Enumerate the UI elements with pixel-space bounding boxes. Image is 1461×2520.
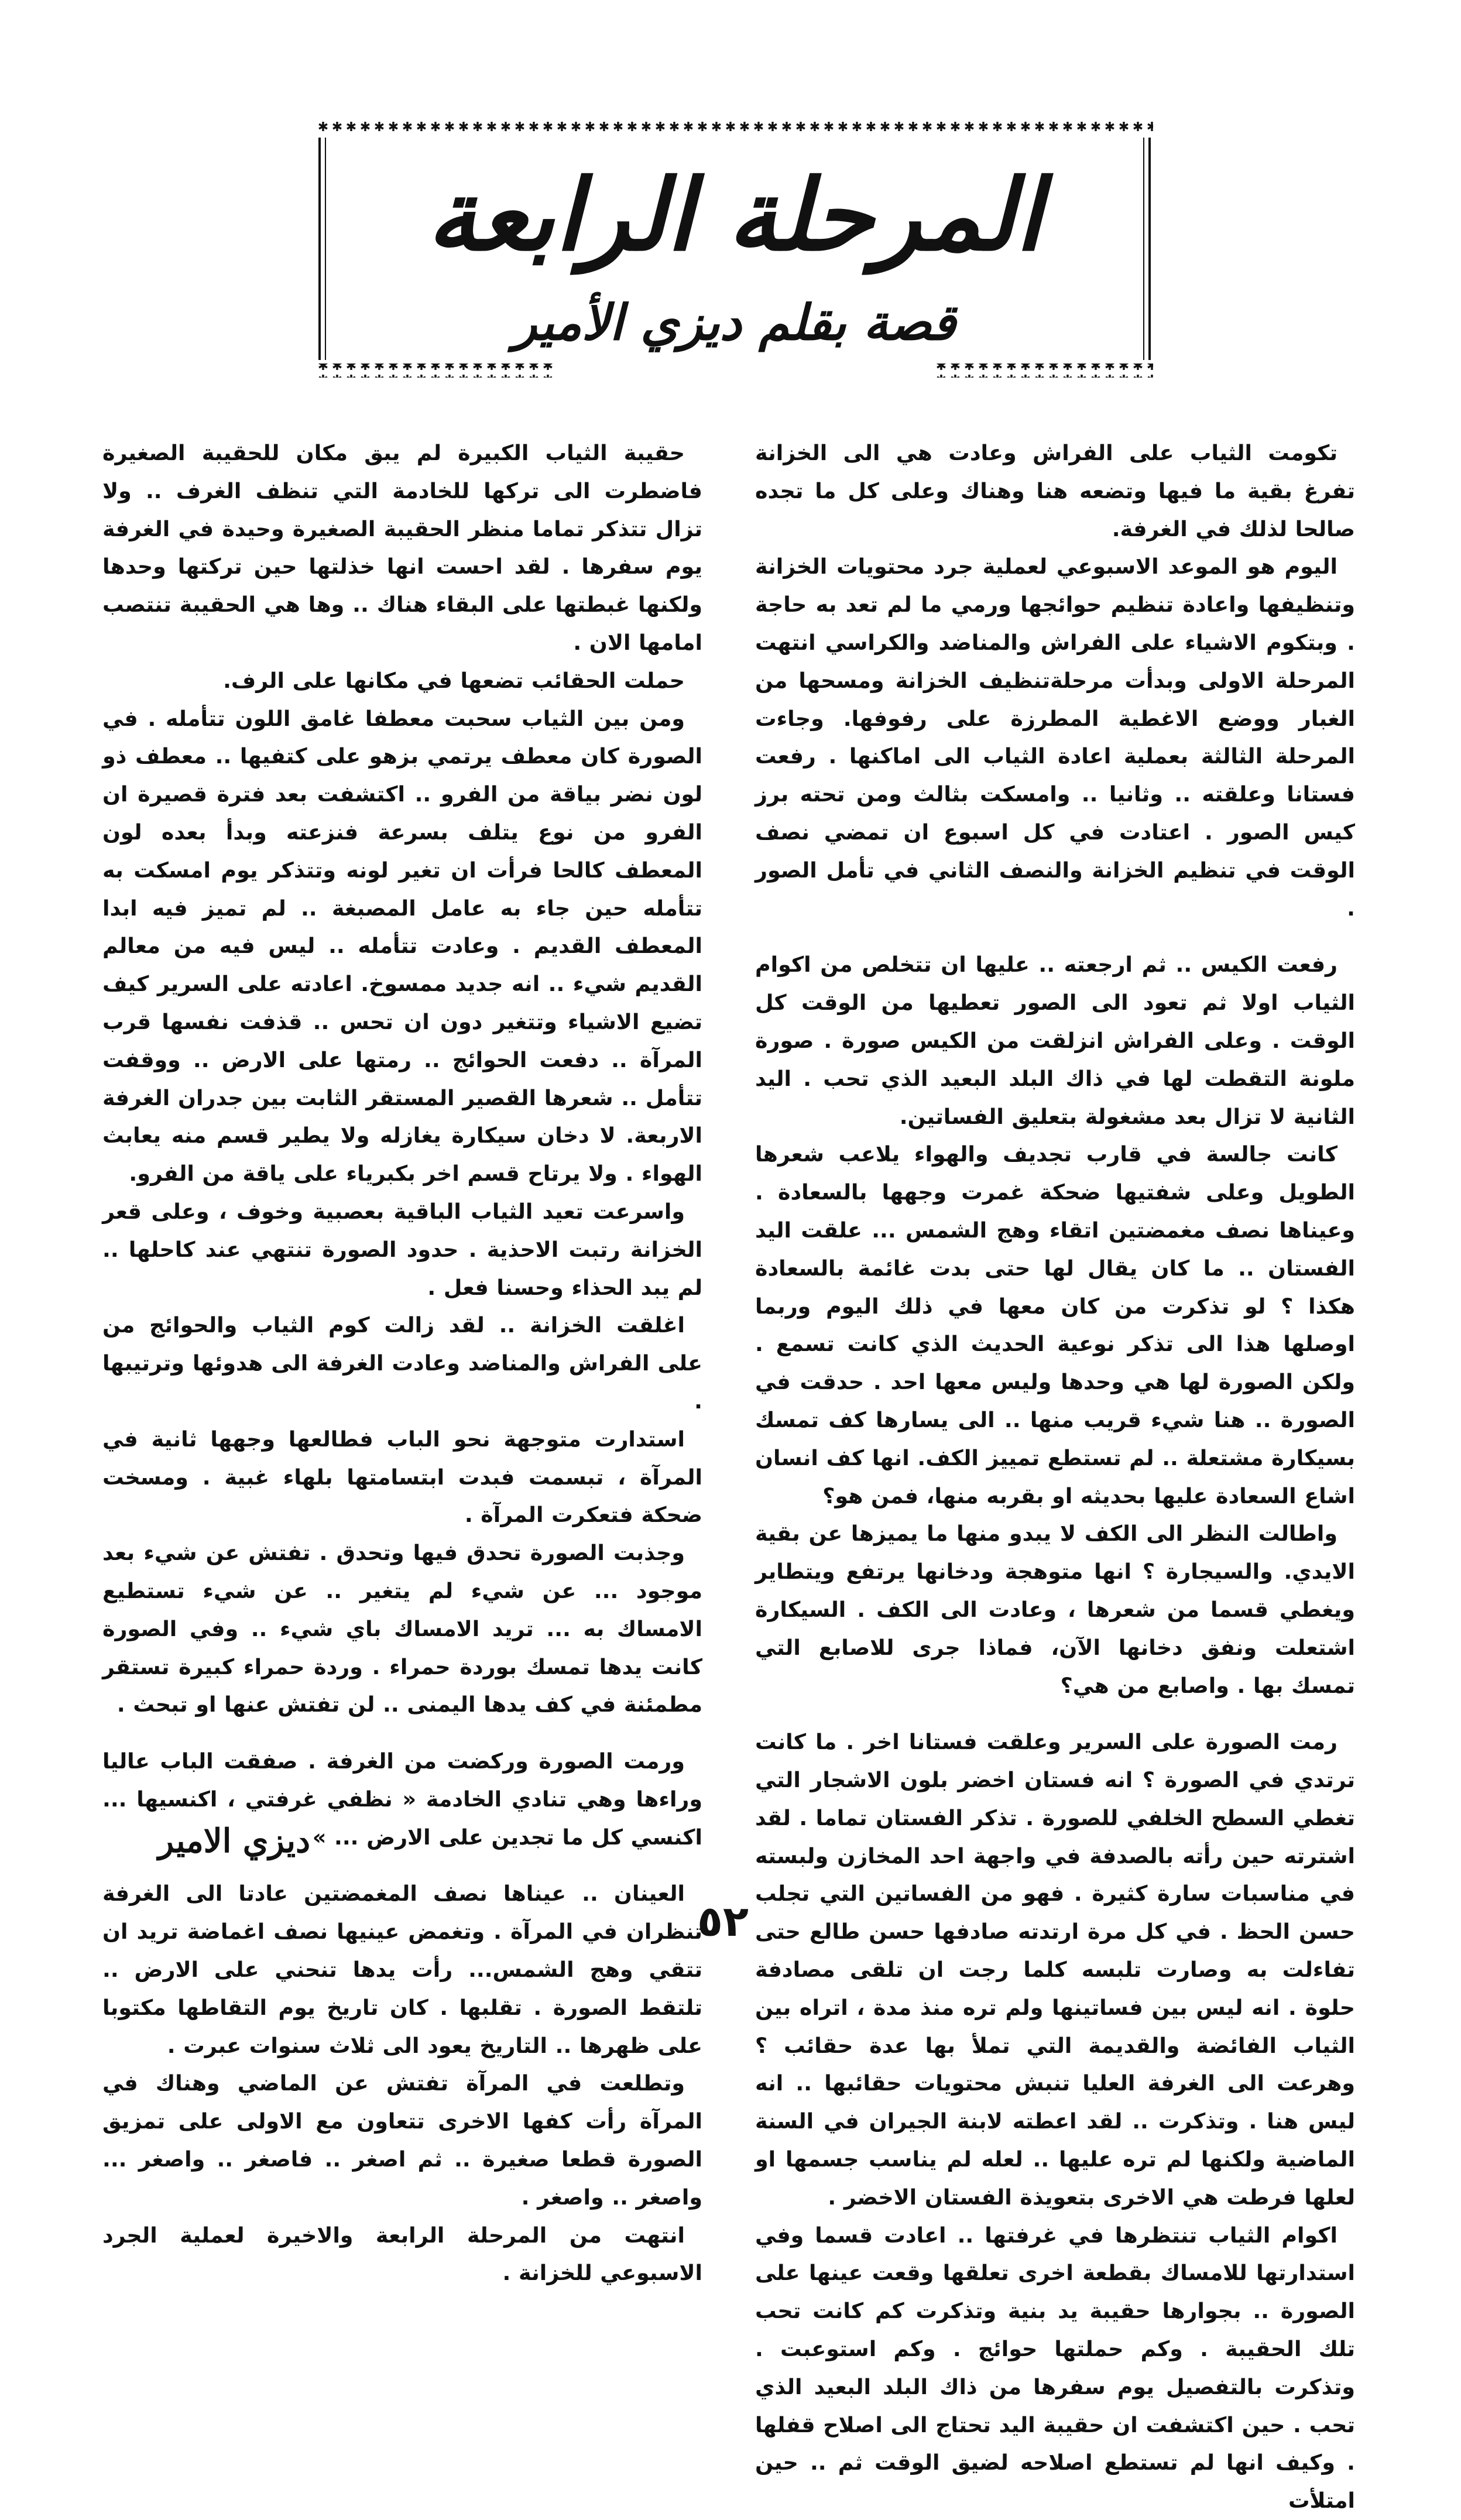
author-signature: ديزي الامير <box>157 1822 311 1860</box>
paragraph: العينان .. عيناها نصف المغمضتين عادتا الى الغرفة تنظران في المرآة . وتغمض عينيها نصف اغماضة تريد ان تتقي وهج الشمس... رأت يدها تنحني على الارض .. تلتقط الصورة . تقلبها . كان تاريخ يوم التقاطها مكتوبا على ظهرها .. التاريخ يعود الى ثلاث سنوات عبرت . <box>102 1881 702 2058</box>
paragraph: اليوم هو الموعد الاسبوعي لعملية جرد محتويات الخزانة وتنظيفها واعادة تنظيم حوائجها ورمي ما لم تعد به حاجة . وبتكوم الاشياء على الفراش والمناضد والكراسي انتهت المرحلة الاولى وبدأت مرحلةتنظيف الخزانة ومسحها من الغبار ووضع الاغطية المطرزة على رفوفها. وجاءت المرحلة الثالثة بعملية اعادة الثياب الى اماكنها . رفعت فستانا وعلقته .. وثانيا .. وامسكت بثالث ومن تحته برز كيس الصور . اعتادت في كل اسبوع ان تمضي نصف الوقت في تنظيم الخزانة والنصف الثاني في تأمل الصور . <box>755 554 1355 921</box>
text-column-left <box>102 434 702 2286</box>
paragraph: حقيبة الثياب الكبيرة لم يبق مكان للحقيبة الصغيرة فاضطرت الى تركها للخادمة التي تنظف الغرف .. ولا تزال تتذكر تماما منظر الحقيبة الصغيرة وحيدة في الغرفة يوم سفرها . لقد احست انها خذلتها حين تركتها وحدها ولكنها غبطتها على البقاء هناك .. وها هي الحقيبة تنتصب امامها الان . <box>102 440 702 655</box>
paragraph: واطالت النظر الى الكف لا يبدو منها ما يميزها عن بقية الايدي. والسيجارة ؟ انها متوهجة ودخانها يرتفع ويتطاير ويغطي قسما من شعرها ، وعادت الى الكف . السيكارة اشتعلت ونفق دخانها الآن، فماذا جرى للاصابع التي تمسك بها . واصابع من هي؟ <box>755 1521 1355 1698</box>
page-number: ٥٢ <box>697 1897 749 1946</box>
paragraph: اكوام الثياب تنتظرها في غرفتها .. اعادت قسما وفي استدارتها للامساك بقطعة اخرى تعلقها وقعت عينها على الصورة .. بجوارها حقيبة يد بنية وتذكرت كم كانت تحب تلك الحقيبة . وكم حملتها حوائج . وكم استوعبت . وتذكرت بالتفصيل يوم سفرها من ذاك البلد البعيد الذي تحب . حين اكتشفت ان حقيبة اليد تحتاج الى اصلاح قفلها . وكيف انها لم تستطع اصلاحه لضيق الوقت ثم .. حين امتلأت <box>755 2222 1355 2514</box>
paragraph: وجذبت الصورة تحدق فيها وتحدق . تفتش عن شيء بعد موجود ... عن شيء لم يتغير .. عن شيء تستطيع الامساك به ... تريد الامساك باي شيء .. وفي الصورة كانت يدها تمسك بوردة حمراء . وردة حمراء كبيرة تستقر مطمئنة في كف يدها اليمنى .. لن تفتش عنها او تبحث . <box>102 1540 702 1717</box>
paragraph: حملت الحقائب تضعها في مكانها على الرف. <box>223 667 685 693</box>
story-title: المرحلة الرابعة <box>427 157 1042 273</box>
paragraph: انتهت من المرحلة الرابعة والاخيرة لعملية الجرد الاسبوعي للخزانة . <box>102 2222 702 2286</box>
paragraph: تكومت الثياب على الفراش وعادت هي الى الخزانة تفرغ بقية ما فيها وتضعه هنا وهناك وعلى كل ما تجده صالحا لذلك في الغرفة. <box>755 440 1355 541</box>
paragraph: رفعت الكيس .. ثم ارجعته .. عليها ان تتخلص من اكوام الثياب اولا ثم تعود الى الصور تعطيها من الوقت كل الوقت . وعلى الفراش انزلقت من الكيس صورة . صورة ملونة التقطت لها في ذاك البلد البعيد الذي تحب . اليد الثانية لا تزال بعد مشغولة بتعليق الفساتين. <box>755 952 1355 1129</box>
paragraph: وتطلعت في المرآة تفتش عن الماضي وهناك في المرآة رأت كفها الاخرى تتعاون مع الاولى على تمزيق الصورة قطعا صغيرة .. ثم اصغر .. فاصغر .. واصغر ... واصغر .. واصغر . <box>102 2070 702 2210</box>
paragraph: كانت جالسة في قارب تجديف والهواء يلاعب شعرها الطويل وعلى شفتيها ضحكة غمرت وجهها بالسعادة . وعيناها نصف مغمضتين اتقاء وهج الشمس ... علقت اليد الفستان .. ما كان يقال لها حتى بدت غائمة بالسعادة هكذا ؟ لو تذكرت من كان معها في ذلك اليوم وربما اوصلها هذا الى تذكر نوعية الحديث الذي كانت تسمع . ولكن الصورة لها هي وحدها وليس معها احد . حدقت في الصورة .. هنا شيء قريب منها .. الى يسارها كف تمسك بسيكارة مشتعلة .. لم تستطع تمييز الكف. انها كف انسان اشاع السعادة عليها بحديثه او بقربه منها، فمن هو؟ <box>755 1141 1355 1508</box>
title-frame <box>316 120 1153 378</box>
border-bottom-right <box>932 364 1153 378</box>
border-top <box>316 120 1153 134</box>
paragraph: رمت الصورة على السرير وعلقت فستانا اخر . ما كانت ترتدي في الصورة ؟ انه فستان اخضر بلون الاشجار التي تغطي السطح الخلفي للصورة . تذكر الفستان تماما . لقد اشترته حين رأته بالصدفة في واجهة احد المخازن ولبسته في مناسبات سارة كثيرة . فهو من الفساتين التي تجلب حسن الحظ . في كل مرة ارتدته صادفها حسن طالع حتى تفاءلت به وصارت تلبسه كلما رجت ان تلقى مصادفة حلوة . انه ليس بين فساتينها ولم تره منذ مدة ، اتراه بين الثياب الفائضة والقديمة التي تملأ بها عدة حقائب ؟ وهرعت الى الغرفة العليا تنبش محتويات حقائبها .. انه ليس هنا . وتذكرت .. لقد اعطته لابنة الجيران في السنة الماضية ولكنها لم تره عليها .. لعله لم يناسب جسمها او لعلها فرطت هي الاخرى بتعويذة الفستان الاخضر . <box>755 1729 1355 2210</box>
paragraph: واسرعت تعيد الثياب الباقية بعصبية وخوف ، وعلى قعر الخزانة رتبت الاحذية . حدود الصورة تنتهي عند كاحلها .. لم يبد الحذاء وحسنا فعل . <box>102 1198 702 1300</box>
paragraph: ومن بين الثياب سحبت معطفا غامق اللون تتأمله . في الصورة كان معطف يرتمي بزهو على كتفيها .. معطف ذو لون نضر بياقة من الفرو .. اكتشفت بعد فترة قصيرة ان الفرو من نوع يتلف بسرعة فنزعته وبدأ بعده لون المعطف كالحا فرأت ان تغير لونه وتتذكر يوم امسكت به تتأمله حين جاء به عامل المصبغة .. لم تميز فيه ابدا المعطف القديم . وعادت تتأمله .. ليس فيه من معالم القديم شيء .. انه جديد ممسوخ. اعادته على السرير كيف تضيع الاشياء وتتغير دون ان تحس .. قذفت نفسها قرب المرآة .. دفعت الحوائج .. رمتها على الارض .. ووقفت تتأمل .. شعرها القصير المستقر الثابت بين جدران الغرفة الاربعة. لا دخان سيكارة يغازله ولا يطير قسم منه يعابث الهواء . ولا يرتاح قسم اخر بكبرياء على ياقة من الفرو. <box>102 705 702 1187</box>
paragraph: استدارت متوجهة نحو الباب فطالعها وجهها ثانية في المرآة ، تبسمت فبدت ابتسامتها بلهاء غبية . ومسخت ضحكة فتعكرت المرآة . <box>102 1426 702 1528</box>
text-column-right <box>755 434 1355 2514</box>
story-byline: قصة بقلم ديزي الأمير <box>513 293 956 351</box>
border-bottom-left <box>316 364 555 378</box>
paragraph: ورمت الصورة وركضت من الغرفة . صفقت الباب عاليا وراءها وهي تنادي الخادمة « نظفي غرفتي ، اكنسيها ... اكنسي كل ما تجدين على الارض ... » <box>102 1748 702 1850</box>
paragraph: اغلقت الخزانة .. لقد زالت كوم الثياب والحوائج من على الفراش والمناضد وعادت الغرفة الى هدوئها وترتيبها . <box>102 1312 702 1414</box>
